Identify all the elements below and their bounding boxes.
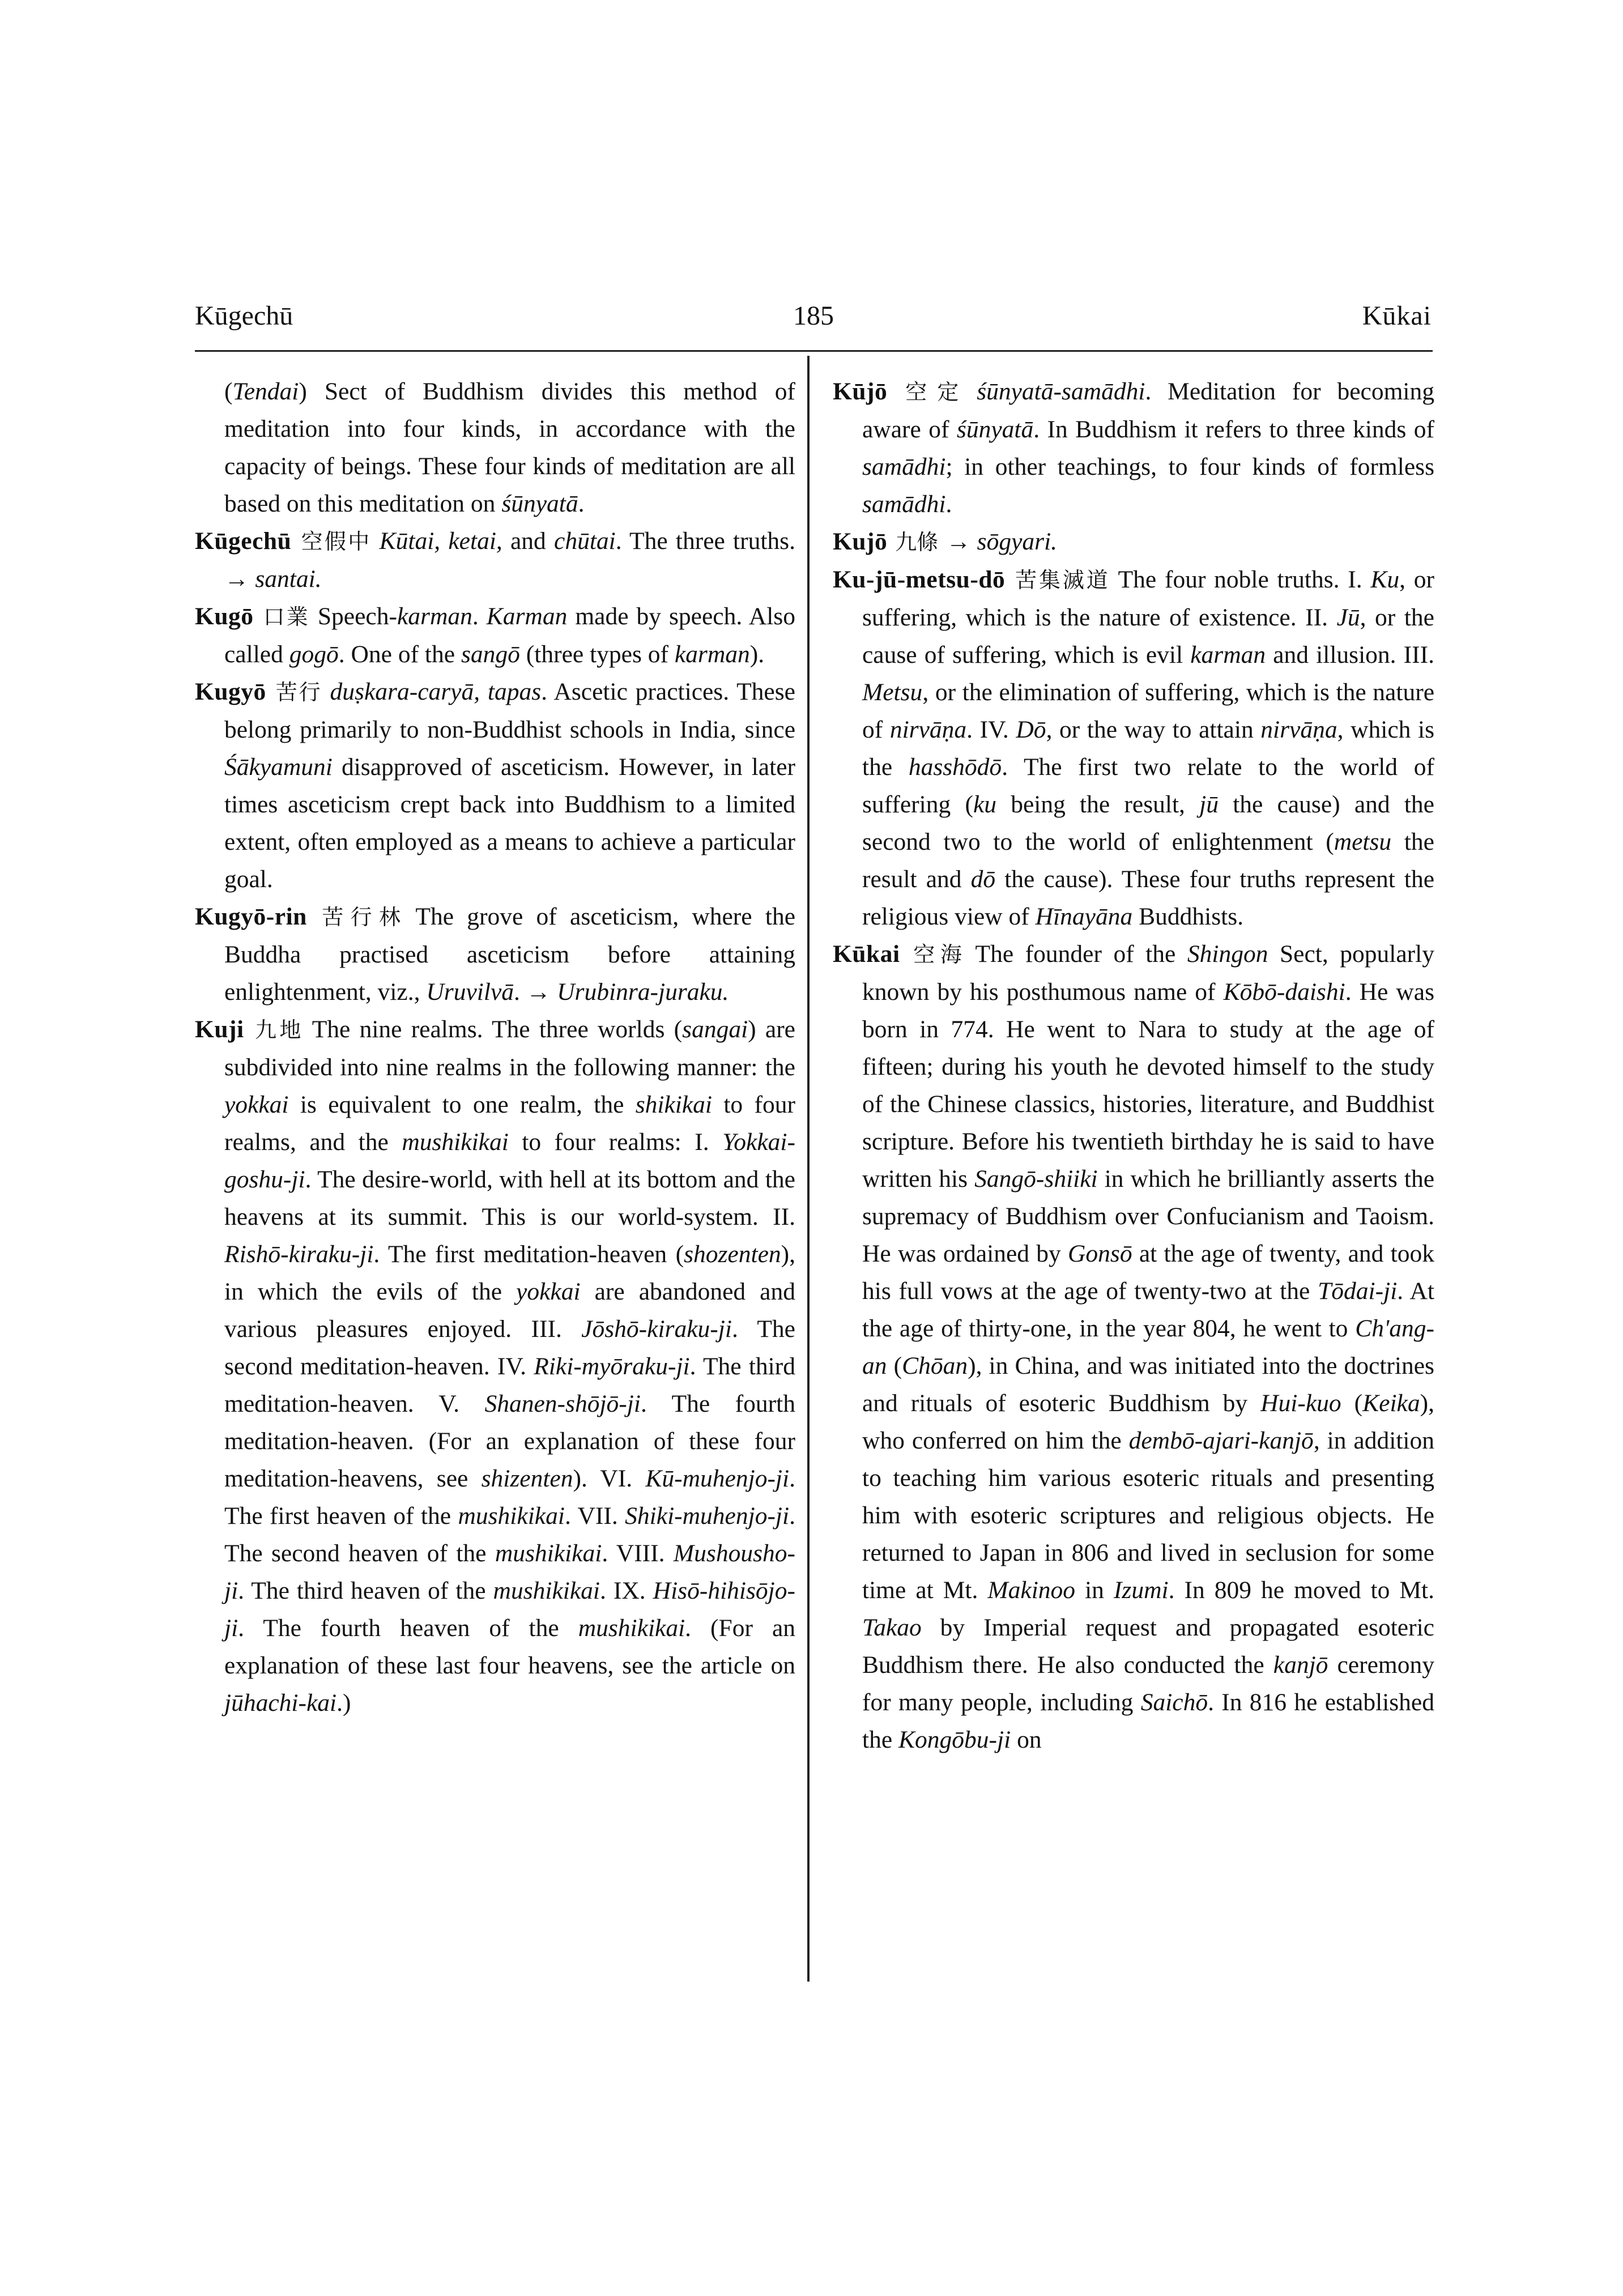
italic-term: Tōdai-ji xyxy=(1318,1277,1398,1305)
entry-kanji: 苦集滅道 xyxy=(1013,568,1110,593)
entry-kanji: 九地 xyxy=(252,1017,304,1042)
italic-term: Uruvilvā xyxy=(426,978,514,1006)
italic-term: metsu xyxy=(1334,828,1392,855)
italic-term: santai. xyxy=(255,565,322,593)
italic-term: yokkai xyxy=(516,1278,581,1305)
running-head-left: Kūgechū xyxy=(195,301,293,331)
italic-term: mushikikai xyxy=(578,1615,685,1642)
italic-term: kanjō xyxy=(1273,1651,1328,1679)
italic-term: Chōan xyxy=(902,1352,968,1379)
italic-term: shizenten xyxy=(481,1465,573,1492)
italic-term: sangō xyxy=(461,641,520,668)
italic-term: Śākyamuni xyxy=(224,753,333,781)
italic-term: karman xyxy=(397,603,472,630)
italic-term: Tendai xyxy=(232,378,299,405)
italic-term: nirvāṇa xyxy=(889,716,967,743)
italic-term: dembō-ajari-kanjō xyxy=(1128,1427,1314,1454)
italic-term: Shiki-muhenjo-ji xyxy=(625,1502,790,1530)
entry-kanji: 口業 xyxy=(261,604,310,629)
italic-term: karman xyxy=(674,641,750,668)
page-number: 185 xyxy=(793,301,834,331)
italic-term: Rishō-kiraku-ji xyxy=(224,1241,374,1268)
italic-term: yokkai xyxy=(224,1091,289,1118)
italic-term: dō xyxy=(970,866,996,893)
entry-kanji: 空海 xyxy=(908,942,968,967)
italic-term: Urubinra-juraku. xyxy=(557,978,729,1006)
dictionary-entry: Kugyō 苦行 duṣkara-caryā, tapas. Ascetic practices. These belong primarily to non-Buddhist schools in India, since Śākyamuni disapproved of asceticism. However, in later times asceticism crept back into Buddhism to a limited extent, often employed as a means to achieve a particular goal. xyxy=(195,678,795,893)
entry-kanji: 苦行林 xyxy=(314,905,408,930)
entry-kanji: 空假中 xyxy=(299,529,372,554)
italic-term: jū xyxy=(1199,791,1219,818)
dictionary-entry: Kūgechū 空假中 Kūtai, ketai, and chūtai. The three truths. → santai. xyxy=(195,527,795,593)
italic-term: Riki-myōraku-ji xyxy=(534,1353,690,1380)
entry-kanji: 苦行 xyxy=(274,680,322,705)
entry-headword: Kugō xyxy=(195,603,254,630)
entry-headword: Kūkai xyxy=(833,940,900,968)
entry-headword: Kūjō xyxy=(833,378,888,405)
header-rule xyxy=(195,350,1433,352)
running-head-right: Kūkai xyxy=(1362,301,1432,331)
dictionary-entry: Kugyō-rin 苦行林 The grove of asceticism, where the Buddha practised asceticism before attaining enlightenment, viz., Uruvilvā. → Urubinra-juraku. xyxy=(195,903,795,1006)
italic-term: śūnyatā-samādhi xyxy=(977,378,1145,405)
italic-term: Kongōbu-ji xyxy=(898,1726,1011,1753)
entry-headword: Kuji xyxy=(195,1016,244,1043)
italic-term: mushikikai xyxy=(458,1502,565,1530)
italic-term: Hisō-hihisōjo-ji xyxy=(224,1577,795,1642)
italic-term: samādhi xyxy=(862,491,946,518)
entry-headword: Kujō xyxy=(833,528,888,555)
italic-term: jūhachi-kai xyxy=(224,1689,337,1716)
italic-term: shikikai xyxy=(635,1091,713,1118)
italic-term: Takao xyxy=(862,1614,922,1641)
dictionary-entry: Kuji 九地 The nine realms. The three worlds (sangai) are subdivided into nine realms in the following manner: the yokkai is equivalent to one realm, the shikikai to four realms, and the mushikikai to four realms: I. Yokkai-goshu-ji. The desire-world, with hell at its bottom and the heavens at its summit. This is our world-system. II. Rishō-kiraku-ji. The first meditation-heaven (shozenten), in which the evils of the yokkai are abandoned and various pleasures enjoyed. III. Jōshō-kiraku-ji. The second meditation-heaven. IV. Riki-myōraku-ji. The third meditation-heaven. V. Shanen-shōjō-ji. The fourth meditation-heaven. (For an explanation of these four meditation-heavens, see shizenten). VI. Kū-muhenjo-ji. The first heaven of the mushikikai. VII. Shiki-muhenjo-ji. The second heaven of the mushikikai. VIII. Mushousho-ji. The third heaven of the mushikikai. IX. Hisō-hihisōjo-ji. The fourth heaven of the mushikikai. (For an explanation of these last four heavens, see the article on jūhachi-kai.) xyxy=(195,1016,795,1716)
italic-term: mushikikai xyxy=(495,1540,602,1567)
italic-term: Metsu xyxy=(862,679,923,706)
italic-term: Dō xyxy=(1016,716,1046,743)
italic-term: Jōshō-kiraku-ji xyxy=(581,1315,732,1343)
entry-headword: Kugyō-rin xyxy=(195,903,307,930)
entry-kanji: 九條 xyxy=(895,530,939,555)
italic-term: Gonsō xyxy=(1068,1240,1132,1267)
italic-term: samādhi xyxy=(862,453,946,480)
entry-kanji: 空定 xyxy=(895,380,969,404)
italic-term: Kōbō-daishi xyxy=(1223,978,1345,1006)
italic-term: Shanen-shōjō-ji xyxy=(484,1390,641,1417)
italic-term: shozenten xyxy=(684,1241,781,1268)
dictionary-entry: Kugō 口業 Speech-karman. Karman made by speech. Also called gogō. One of the sangō (three types of karman). xyxy=(195,603,795,668)
italic-term: ku xyxy=(973,791,996,818)
italic-term: śūnyatā xyxy=(501,490,578,517)
italic-term: mushikikai xyxy=(402,1128,509,1156)
italic-term: gogō xyxy=(289,641,339,668)
dictionary-entry: Ku-jū-metsu-dō 苦集滅道 The four noble truths. I. Ku, or suffering, which is the nature of existence. II. Jū, or the cause of suffering, which is evil karman and illusion. III. Metsu, or the elimination of suffering, which is the nature of nirvāṇa. IV. Dō, or the way to attain nirvāṇa, which is the hasshōdō. The first two relate to the world of suffering (ku being the result, jū the cause) and the second two to the world of enlightenment (metsu the result and dō the cause). These four truths represent the religious view of Hīnayāna Buddhists. xyxy=(833,566,1435,930)
italic-term: Mushousho-ji xyxy=(224,1540,795,1604)
italic-term: sōgyari. xyxy=(977,528,1058,555)
italic-term: Yokkai-goshu-ji xyxy=(224,1128,795,1193)
italic-term: Ku xyxy=(1370,566,1400,593)
italic-term: Izumi xyxy=(1113,1577,1169,1604)
italic-term: hasshōdō xyxy=(908,753,1002,781)
italic-term: Saichō xyxy=(1140,1689,1208,1716)
italic-term: Ch'ang-an xyxy=(862,1315,1434,1379)
italic-term: Kūtai, ketai, xyxy=(379,527,502,555)
italic-term: chūtai xyxy=(554,527,616,555)
italic-term: duṣkara-caryā, tapas xyxy=(330,678,542,705)
italic-term: Hui-kuo xyxy=(1260,1390,1341,1417)
italic-term: Makinoo xyxy=(987,1577,1076,1604)
dictionary-entry: Kūkai 空海 The founder of the Shingon Sect, popularly known by his posthumous name of Kōbō-daishi. He was born in 774. He went to Nara to study at the age of fifteen; during his youth he devoted himself to the study of the Chinese classics, histories, literature, and Buddhist scripture. Before his twentieth birthday he is said to have written his Sangō-shiiki in which he brilliantly asserts the supremacy of Buddhism over Confucianism and Taoism. He was ordained by Gonsō at the age of twenty, and took his full vows at the age of twenty-two at the Tōdai-ji. At the age of thirty-one, in the year 804, he went to Ch'ang-an (Chōan), in China, and was initiated into the doctrines and rituals of esoteric Buddhism by Hui-kuo (Keika), who conferred on him the dembō-ajari-kanjō, in addition to teaching him various esoteric rituals and presenting him with esoteric scriptures and religious objects. He returned to Japan in 806 and lived in seclusion for some time at Mt. Makinoo in Izumi. In 809 he moved to Mt. Takao by Imperial request and propagated esoteric Buddhism there. He also conducted the kanjō ceremony for many people, including Saichō. In 816 he established the Kongōbu-ji on xyxy=(833,940,1435,1753)
column-divider xyxy=(807,356,810,1982)
entry-headword: Kūgechū xyxy=(195,527,292,555)
entry-headword: Kugyō xyxy=(195,678,266,705)
italic-term: Sangō-shiiki xyxy=(974,1165,1098,1192)
italic-term: Keika xyxy=(1362,1390,1420,1417)
italic-term: sangai xyxy=(682,1016,748,1043)
dictionary-entry: Kūjō 空定 śūnyatā-samādhi. Meditation for becoming aware of śūnyatā. In Buddhism it refers to three kinds of samādhi; in other teachings, to four kinds of formless samādhi. xyxy=(833,378,1435,518)
left-column xyxy=(195,373,795,1722)
italic-term: karman xyxy=(1190,641,1266,668)
italic-term: Karman xyxy=(486,603,568,630)
right-column xyxy=(833,373,1434,1758)
italic-term: Hīnayāna xyxy=(1035,903,1133,930)
italic-term: Shingon xyxy=(1187,940,1268,968)
italic-term: nirvāṇa xyxy=(1260,716,1337,743)
dictionary-entry: Kujō 九條 → sōgyari. xyxy=(833,528,1058,555)
entry-headword: Ku-jū-metsu-dō xyxy=(833,566,1006,593)
italic-term: Kū-muhenjo-ji xyxy=(645,1465,790,1492)
italic-term: mushikikai xyxy=(493,1577,600,1604)
italic-term: śūnyatā xyxy=(956,416,1034,443)
italic-term: Jū xyxy=(1336,604,1360,631)
dictionary-entry: (Tendai) Sect of Buddhism divides this method of meditation into four kinds, in accordance with the capacity of beings. These four kinds of meditation are all based on this meditation on śūnyatā. xyxy=(224,378,795,517)
